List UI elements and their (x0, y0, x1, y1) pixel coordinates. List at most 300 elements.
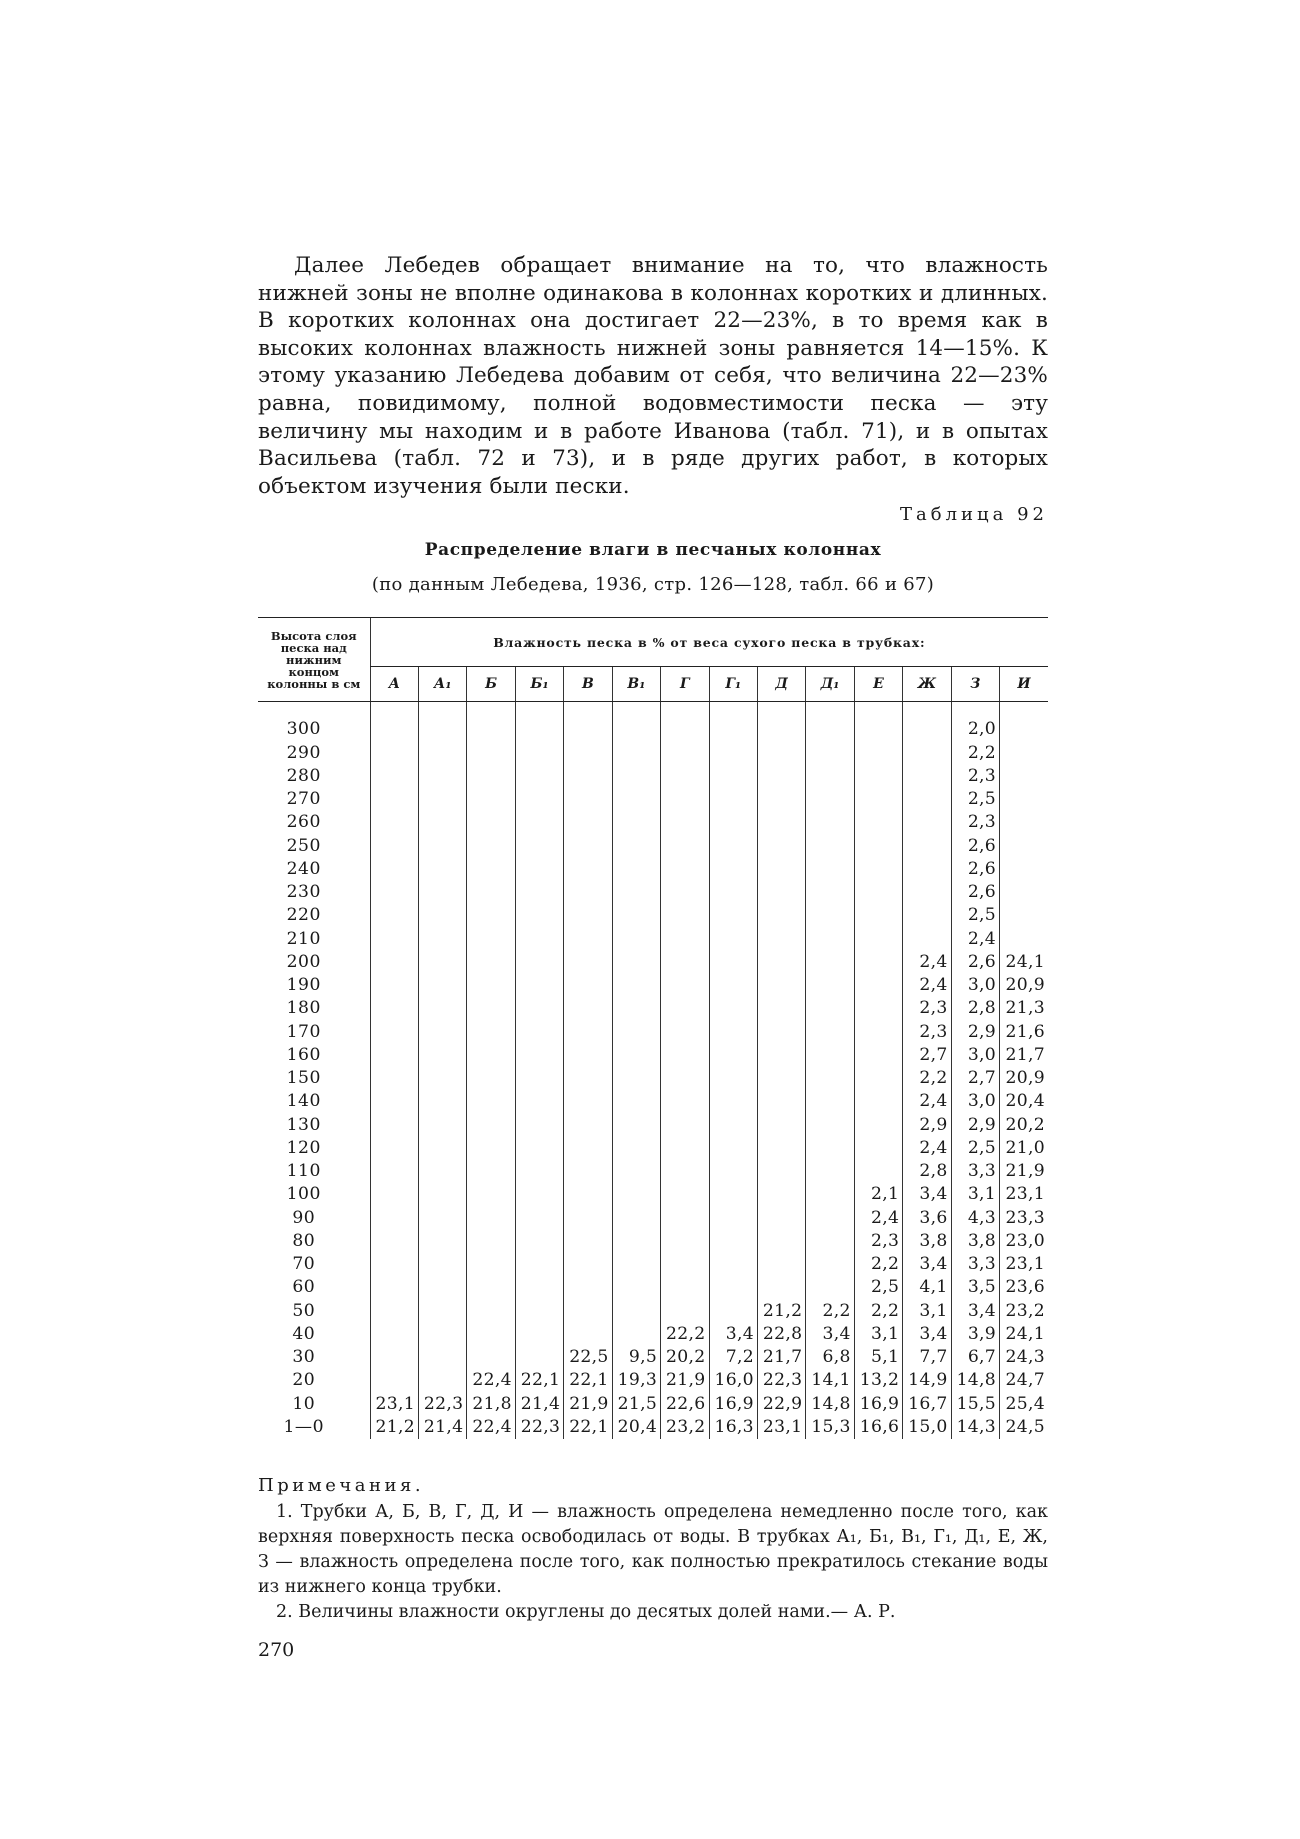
moisture-cell (1000, 858, 1048, 881)
moisture-cell (854, 1021, 902, 1044)
moisture-cell (661, 718, 709, 741)
moisture-cell: 20,9 (1000, 974, 1048, 997)
moisture-cell: 16,7 (903, 1393, 951, 1416)
moisture-cell (854, 1160, 902, 1183)
moisture-cell (757, 765, 805, 788)
table-row (258, 811, 1048, 834)
moisture-cell (370, 742, 418, 765)
height-cell: 110 (286, 1161, 321, 1182)
moisture-cell (854, 811, 902, 834)
tube-header: В (564, 667, 612, 702)
moisture-cell (515, 1021, 563, 1044)
moisture-cell (564, 1021, 612, 1044)
moisture-cell (612, 788, 660, 811)
moisture-cell (661, 881, 709, 904)
moisture-cell (515, 1137, 563, 1160)
moisture-cell (757, 1230, 805, 1253)
moisture-cell (806, 1067, 854, 1090)
moisture-cell: 7,2 (709, 1346, 757, 1369)
moisture-cell (564, 1323, 612, 1346)
moisture-cell: 16,3 (709, 1416, 757, 1439)
moisture-cell: 23,0 (1000, 1230, 1048, 1253)
moisture-cell (564, 1137, 612, 1160)
moisture-cell (564, 1207, 612, 1230)
moisture-cell: 3,1 (854, 1323, 902, 1346)
moisture-table (258, 617, 1048, 1439)
moisture-cell: 2,7 (903, 1044, 951, 1067)
moisture-cell (903, 881, 951, 904)
moisture-cell (757, 1160, 805, 1183)
moisture-cell (854, 858, 902, 881)
moisture-cell: 3,4 (806, 1323, 854, 1346)
table-row (258, 1021, 1048, 1044)
moisture-cell: 2,9 (951, 1021, 999, 1044)
table-row (258, 1369, 1048, 1392)
table-row (258, 951, 1048, 974)
moisture-cell (854, 742, 902, 765)
moisture-cell: 2,6 (951, 951, 999, 974)
moisture-cell (854, 928, 902, 951)
moisture-cell (903, 858, 951, 881)
moisture-cell (661, 1253, 709, 1276)
moisture-cell: 22,3 (757, 1369, 805, 1392)
table-row (258, 742, 1048, 765)
height-cell: 60 (292, 1277, 316, 1298)
moisture-cell (515, 904, 563, 927)
moisture-cell: 3,8 (951, 1230, 999, 1253)
moisture-cell (757, 1207, 805, 1230)
moisture-cell (467, 1346, 515, 1369)
moisture-cell: 3,5 (951, 1276, 999, 1299)
moisture-cell (757, 858, 805, 881)
moisture-cell (661, 1207, 709, 1230)
tube-header: А₁ (418, 667, 466, 702)
moisture-cell: 4,1 (903, 1276, 951, 1299)
moisture-cell (709, 1183, 757, 1206)
tube-header: В₁ (612, 667, 660, 702)
moisture-cell (806, 1044, 854, 1067)
moisture-cell (612, 997, 660, 1020)
table-row (258, 904, 1048, 927)
book-page (258, 252, 1048, 1661)
moisture-cell: 21,9 (661, 1369, 709, 1392)
moisture-cell (757, 1067, 805, 1090)
moisture-cell (806, 904, 854, 927)
moisture-cell (515, 997, 563, 1020)
table-row (258, 928, 1048, 951)
moisture-cell (612, 1090, 660, 1113)
moisture-cell: 21,4 (515, 1393, 563, 1416)
moisture-cell (515, 1090, 563, 1113)
moisture-cell (757, 974, 805, 997)
moisture-cell: 24,1 (1000, 951, 1048, 974)
moisture-cell (564, 881, 612, 904)
moisture-cell (515, 765, 563, 788)
moisture-cell (806, 997, 854, 1020)
moisture-cell: 3,8 (903, 1230, 951, 1253)
moisture-cell (709, 1207, 757, 1230)
moisture-cell (757, 811, 805, 834)
moisture-cell (515, 1300, 563, 1323)
moisture-cell (709, 858, 757, 881)
moisture-cell (370, 1090, 418, 1113)
moisture-cell: 2,2 (854, 1300, 902, 1323)
height-cell: 300 (286, 719, 321, 740)
moisture-cell (515, 718, 563, 741)
moisture-cell: 14,1 (806, 1369, 854, 1392)
moisture-cell (661, 1090, 709, 1113)
moisture-cell: 24,5 (1000, 1416, 1048, 1439)
moisture-cell (564, 718, 612, 741)
moisture-cell: 3,0 (951, 974, 999, 997)
moisture-cell (467, 742, 515, 765)
moisture-cell: 23,1 (757, 1416, 805, 1439)
moisture-cell (612, 1160, 660, 1183)
moisture-cell (612, 904, 660, 927)
moisture-cell (709, 835, 757, 858)
moisture-cell (854, 1137, 902, 1160)
moisture-cell (661, 835, 709, 858)
moisture-cell (854, 835, 902, 858)
moisture-cell (418, 951, 466, 974)
moisture-cell (418, 1346, 466, 1369)
moisture-cell: 2,8 (951, 997, 999, 1020)
moisture-cell (854, 1114, 902, 1137)
moisture-cell (370, 974, 418, 997)
moisture-cell (709, 997, 757, 1020)
moisture-cell: 5,1 (854, 1346, 902, 1369)
moisture-cell (757, 904, 805, 927)
moisture-cell: 20,4 (612, 1416, 660, 1439)
moisture-cell: 2,6 (951, 835, 999, 858)
moisture-cell (661, 1137, 709, 1160)
moisture-cell (370, 1230, 418, 1253)
moisture-cell: 3,3 (951, 1253, 999, 1276)
moisture-cell: 2,4 (903, 1090, 951, 1113)
moisture-cell (564, 1300, 612, 1323)
moisture-cell (467, 1114, 515, 1137)
height-cell: 80 (292, 1230, 316, 1251)
moisture-cell (661, 1021, 709, 1044)
height-cell: 270 (286, 789, 321, 810)
moisture-cell (515, 928, 563, 951)
moisture-cell: 19,3 (612, 1369, 660, 1392)
moisture-cell (806, 1160, 854, 1183)
moisture-cell: 22,3 (515, 1416, 563, 1439)
moisture-cell (467, 835, 515, 858)
moisture-cell (854, 1090, 902, 1113)
moisture-cell (564, 928, 612, 951)
moisture-cell (467, 1300, 515, 1323)
moisture-cell: 21,4 (418, 1416, 466, 1439)
moisture-cell: 20,4 (1000, 1090, 1048, 1113)
moisture-cell (418, 1323, 466, 1346)
moisture-cell (467, 1276, 515, 1299)
moisture-cell: 6,8 (806, 1346, 854, 1369)
note-item: 2. Величины влажности округлены до десятых долей нами.— А. Р. (276, 1602, 896, 1623)
moisture-cell (1000, 788, 1048, 811)
notes-heading: Примечания. (258, 1475, 425, 1497)
table-row (258, 1253, 1048, 1276)
moisture-cell (806, 1276, 854, 1299)
moisture-cell (515, 1276, 563, 1299)
moisture-cell (709, 1230, 757, 1253)
moisture-cell (418, 1044, 466, 1067)
moisture-cell (854, 904, 902, 927)
tube-header: Г₁ (709, 667, 757, 702)
moisture-cell (370, 1067, 418, 1090)
moisture-cell (661, 788, 709, 811)
height-cell: 100 (286, 1184, 321, 1205)
moisture-cell: 23,1 (1000, 1253, 1048, 1276)
moisture-cell (806, 928, 854, 951)
moisture-cell (661, 1114, 709, 1137)
moisture-cell (661, 765, 709, 788)
tube-header: Е (854, 667, 902, 702)
moisture-cell: 3,9 (951, 1323, 999, 1346)
moisture-cell (709, 1276, 757, 1299)
moisture-cell: 3,1 (903, 1300, 951, 1323)
moisture-cell (515, 1183, 563, 1206)
moisture-cell (467, 881, 515, 904)
moisture-cell (903, 904, 951, 927)
height-cell: 210 (286, 928, 321, 949)
moisture-cell (370, 835, 418, 858)
moisture-cell (370, 1021, 418, 1044)
moisture-cell (370, 765, 418, 788)
moisture-cell (806, 1090, 854, 1113)
moisture-cell (612, 974, 660, 997)
moisture-cell (806, 974, 854, 997)
moisture-cell (467, 858, 515, 881)
moisture-cell: 15,0 (903, 1416, 951, 1439)
moisture-cell (612, 1230, 660, 1253)
moisture-cell (806, 1207, 854, 1230)
height-cell: 190 (286, 975, 321, 996)
moisture-cell: 21,5 (612, 1393, 660, 1416)
moisture-cell (418, 1137, 466, 1160)
moisture-cell: 22,1 (564, 1416, 612, 1439)
moisture-cell (418, 974, 466, 997)
moisture-cell (418, 928, 466, 951)
moisture-cell (467, 928, 515, 951)
moisture-cell (564, 951, 612, 974)
moisture-cell (612, 881, 660, 904)
moisture-cell: 22,8 (757, 1323, 805, 1346)
moisture-cell (418, 811, 466, 834)
moisture-cell (612, 1114, 660, 1137)
moisture-cell: 2,9 (903, 1114, 951, 1137)
height-cell: 150 (286, 1068, 321, 1089)
moisture-cell (1000, 742, 1048, 765)
moisture-cell (467, 1253, 515, 1276)
moisture-cell (370, 1183, 418, 1206)
table-row (258, 1114, 1048, 1137)
moisture-cell: 2,3 (951, 811, 999, 834)
table-label: Таблица 92 (900, 504, 1048, 526)
moisture-cell: 7,7 (903, 1346, 951, 1369)
moisture-cell (564, 1090, 612, 1113)
tube-header: Г (661, 667, 709, 702)
moisture-cell (515, 742, 563, 765)
tube-header: И (1000, 667, 1048, 702)
moisture-cell (467, 788, 515, 811)
moisture-cell (757, 742, 805, 765)
moisture-cell (709, 1090, 757, 1113)
moisture-cell: 22,6 (661, 1393, 709, 1416)
table-row (258, 1323, 1048, 1346)
moisture-cell (661, 1044, 709, 1067)
moisture-cell (370, 718, 418, 741)
moisture-cell: 14,3 (951, 1416, 999, 1439)
moisture-cell (564, 742, 612, 765)
moisture-cell (757, 835, 805, 858)
moisture-cell (370, 1276, 418, 1299)
height-cell: 20 (292, 1370, 316, 1391)
moisture-cell (370, 811, 418, 834)
moisture-cell (515, 881, 563, 904)
height-cell: 90 (292, 1207, 316, 1228)
moisture-cell: 21,7 (757, 1346, 805, 1369)
moisture-cell: 21,9 (1000, 1160, 1048, 1183)
table-row (258, 1230, 1048, 1253)
table-row (258, 765, 1048, 788)
moisture-cell (661, 1276, 709, 1299)
moisture-cell: 2,6 (951, 881, 999, 904)
height-cell: 1—0 (283, 1416, 325, 1437)
moisture-cell (709, 1300, 757, 1323)
moisture-cell (757, 1090, 805, 1113)
moisture-cell (1000, 928, 1048, 951)
moisture-cell (418, 1067, 466, 1090)
moisture-cell: 2,2 (951, 742, 999, 765)
moisture-cell (467, 811, 515, 834)
moisture-cell (709, 1253, 757, 1276)
height-cell: 40 (292, 1323, 316, 1344)
moisture-cell (709, 904, 757, 927)
moisture-cell (612, 1253, 660, 1276)
tube-header: Д (757, 667, 805, 702)
moisture-cell (854, 1067, 902, 1090)
moisture-cell (1000, 765, 1048, 788)
moisture-cell (903, 765, 951, 788)
moisture-cell (806, 951, 854, 974)
height-cell: 280 (286, 765, 321, 786)
moisture-cell: 2,0 (951, 718, 999, 741)
moisture-cell (515, 1160, 563, 1183)
moisture-cell: 3,4 (709, 1323, 757, 1346)
tube-header: Д₁ (806, 667, 854, 702)
moisture-cell (806, 765, 854, 788)
moisture-cell: 2,2 (903, 1067, 951, 1090)
moisture-cell (370, 1160, 418, 1183)
moisture-cell (418, 1090, 466, 1113)
moisture-cell: 3,4 (903, 1183, 951, 1206)
moisture-cell: 2,3 (903, 1021, 951, 1044)
moisture-cell (903, 835, 951, 858)
moisture-cell (709, 811, 757, 834)
moisture-cell: 2,4 (903, 974, 951, 997)
moisture-cell: 16,6 (854, 1416, 902, 1439)
table-spacer-row (258, 702, 1048, 719)
moisture-cell (612, 765, 660, 788)
moisture-cell (515, 858, 563, 881)
moisture-cell (709, 951, 757, 974)
moisture-cell (467, 765, 515, 788)
moisture-cell: 25,4 (1000, 1393, 1048, 1416)
moisture-cell (418, 835, 466, 858)
table-row (258, 1160, 1048, 1183)
moisture-cell: 22,3 (418, 1393, 466, 1416)
moisture-cell: 23,2 (1000, 1300, 1048, 1323)
moisture-cell (709, 1114, 757, 1137)
moisture-cell: 2,1 (854, 1183, 902, 1206)
moisture-cell (612, 742, 660, 765)
moisture-cell (612, 1300, 660, 1323)
moisture-cell (515, 1114, 563, 1137)
moisture-cell: 21,0 (1000, 1137, 1048, 1160)
moisture-cell: 15,5 (951, 1393, 999, 1416)
moisture-cell (661, 1160, 709, 1183)
moisture-cell (757, 928, 805, 951)
moisture-cell (612, 1044, 660, 1067)
moisture-cell: 21,2 (757, 1300, 805, 1323)
moisture-cell (418, 997, 466, 1020)
moisture-cell (709, 974, 757, 997)
moisture-cell: 21,7 (1000, 1044, 1048, 1067)
moisture-cell (854, 997, 902, 1020)
moisture-cell (1000, 835, 1048, 858)
page-number: 270 (258, 1639, 295, 1662)
moisture-cell (757, 1114, 805, 1137)
moisture-cell (854, 718, 902, 741)
moisture-cell (467, 1067, 515, 1090)
moisture-super-header: Влажность песка в % от веса сухого песка в трубках: (370, 618, 1048, 667)
moisture-cell (806, 835, 854, 858)
moisture-cell: 24,1 (1000, 1323, 1048, 1346)
moisture-cell (757, 1183, 805, 1206)
height-cell: 220 (286, 905, 321, 926)
moisture-cell (418, 858, 466, 881)
moisture-cell (418, 788, 466, 811)
moisture-cell (854, 881, 902, 904)
notes-section (258, 1473, 1048, 1625)
moisture-cell: 22,1 (564, 1369, 612, 1392)
moisture-cell (515, 1346, 563, 1369)
moisture-cell: 14,9 (903, 1369, 951, 1392)
table-row (258, 1346, 1048, 1369)
intro-paragraph: Далее Лебедев обращает внимание на то, что влажность нижней зоны не вполне одинакова в колоннах коротких и длинных. В коротких колоннах она достигает 22—23%, в то время как в высоких колоннах влажность нижней зоны равняется 14—15%. К этому указанию Лебедева добавим от себя, что величина 22—23% равна, повидимому, полной водовместимости песка — эту величину мы находим и в работе Иванова (табл. 71), и в опытах Васильева (табл. 72 и 73), и в ряде других работ, в которых объектом изучения были пески. (258, 253, 1048, 499)
moisture-cell (661, 928, 709, 951)
moisture-cell (467, 904, 515, 927)
moisture-cell (370, 1207, 418, 1230)
moisture-cell (709, 881, 757, 904)
moisture-cell: 2,8 (903, 1160, 951, 1183)
moisture-cell (370, 1346, 418, 1369)
table-row (258, 1090, 1048, 1113)
moisture-cell: 3,0 (951, 1090, 999, 1113)
moisture-cell: 21,9 (564, 1393, 612, 1416)
moisture-cell (467, 1230, 515, 1253)
moisture-cell (370, 858, 418, 881)
table-row (258, 1416, 1048, 1439)
moisture-cell (661, 1230, 709, 1253)
moisture-cell (757, 997, 805, 1020)
moisture-cell (661, 1300, 709, 1323)
moisture-cell: 2,5 (854, 1276, 902, 1299)
moisture-cell (661, 1067, 709, 1090)
moisture-cell: 22,9 (757, 1393, 805, 1416)
